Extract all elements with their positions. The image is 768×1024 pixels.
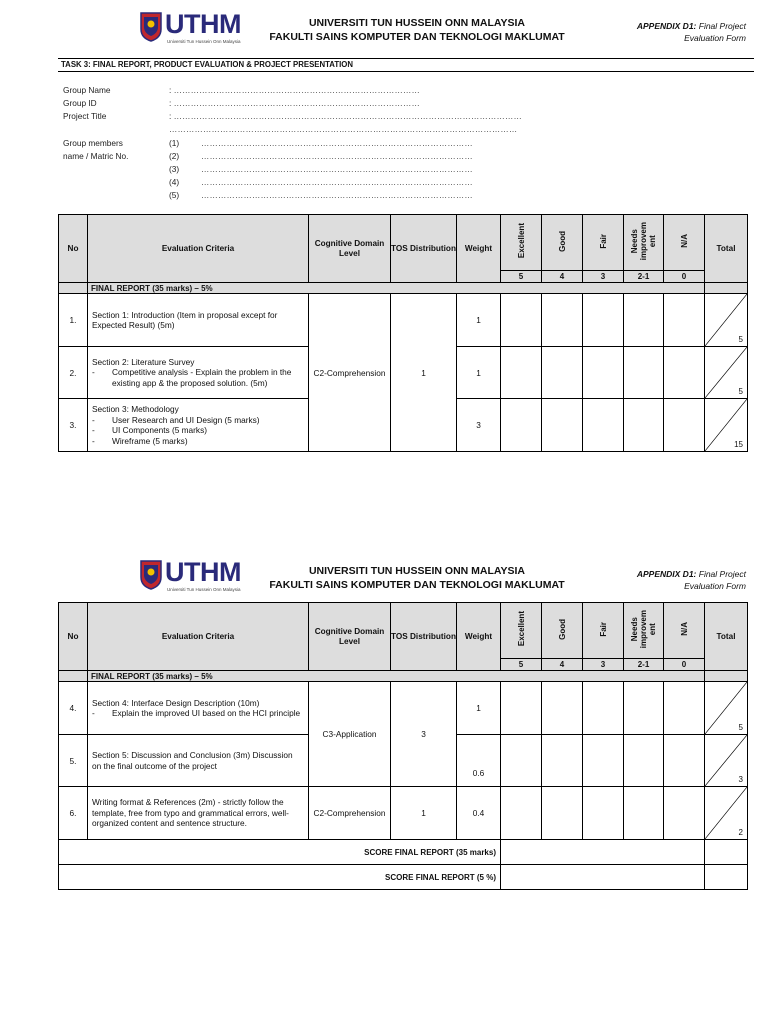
score-cell-excellent[interactable] — [501, 347, 542, 399]
criteria-text: Section 3: Methodology — [92, 404, 179, 414]
bullet-text: Competitive analysis - Explain the problem in the existing app & the proposed solution. (5m) — [112, 367, 292, 388]
score-cell-fair[interactable] — [583, 294, 624, 347]
row-weight: 0.4 — [457, 787, 501, 840]
header-na-label: N/A — [679, 622, 689, 636]
appendix-label — [637, 568, 746, 592]
header-tos: TOS Distribution — [391, 215, 457, 283]
header-fair-label: Fair — [598, 233, 608, 249]
total-max: 2 — [738, 828, 743, 837]
header-good — [542, 603, 583, 659]
header-excellent-label: Excellent — [516, 611, 526, 647]
university-title — [262, 16, 572, 44]
score-excellent: 5 — [501, 271, 542, 283]
score-cell-fair[interactable] — [583, 682, 624, 735]
document-header — [0, 548, 768, 600]
row-criteria — [88, 787, 309, 840]
dotted-line: …………………………………………………………………………………… — [201, 190, 473, 200]
criteria-text: Section 1: Introduction (Item in proposal except for Expected Result) (5m) — [92, 309, 278, 330]
faculty-name: FAKULTI SAINS KOMPUTER DAN TEKNOLOGI MAKLUMAT — [269, 31, 565, 43]
appendix-label — [637, 20, 746, 44]
score-cell-good[interactable] — [542, 787, 583, 840]
group-id-field[interactable] — [169, 98, 420, 108]
score-cell-fair[interactable] — [583, 735, 624, 787]
bullet-text: UI Components (5 marks) — [112, 425, 207, 435]
row-number: 3. — [59, 399, 88, 452]
score-good: 4 — [542, 271, 583, 283]
logo-subtitle: Universiti Tun Hussein Onn Malaysia — [167, 39, 241, 44]
row-number: 4. — [59, 682, 88, 735]
member-5-field[interactable] — [201, 190, 473, 200]
header-good-label: Good — [557, 230, 567, 252]
university-name: UNIVERSITI TUN HUSSEIN ONN MALAYSIA — [308, 17, 526, 29]
bullet-text: Wireframe (5 marks) — [112, 435, 188, 446]
score-cell-na[interactable] — [664, 294, 705, 347]
row-criteria — [88, 347, 309, 399]
bullet-item — [92, 436, 304, 447]
logo-brand: UTHM — [165, 557, 241, 587]
members-label-1: Group members — [63, 138, 123, 148]
header-no: No — [59, 215, 88, 283]
row-number: 2. — [59, 347, 88, 399]
criteria-text: Writing format & References (2m) - strictly follow the template, free from typo and grammatical errors, well-organized content and sentence structure. — [92, 797, 289, 829]
section-empty — [59, 283, 88, 294]
row-criteria — [88, 682, 309, 735]
score-fair: 3 — [583, 271, 624, 283]
cognitive-level: C2-Comprehension — [309, 787, 391, 840]
bullet-dash: - — [92, 367, 95, 378]
dotted-line: …………………………………………………………………………… — [173, 98, 421, 108]
score-cell-excellent[interactable] — [501, 682, 542, 735]
score-cell-na[interactable] — [664, 347, 705, 399]
score-cell-excellent[interactable] — [501, 294, 542, 347]
evaluation-table-2 — [58, 602, 748, 890]
dotted-line: …………………………………………………………………………………………………………… — [173, 111, 522, 121]
appendix-prefix: APPENDIX D1: — [636, 21, 697, 31]
header-fair — [583, 215, 624, 271]
total-cell[interactable] — [705, 682, 748, 735]
criteria-text: Section 5: Discussion and Conclusion (3m) Discussion on the final outcome of the project — [92, 750, 293, 771]
university-title — [262, 564, 572, 592]
header-needs-improvement — [624, 215, 664, 271]
dotted-line: …………………………………………………………………………………… — [201, 138, 473, 148]
bullet-item — [92, 367, 304, 388]
score-cell-needs[interactable] — [624, 347, 664, 399]
header-fair — [583, 603, 624, 659]
group-id-label: Group ID — [63, 98, 97, 108]
header-excellent — [501, 603, 542, 659]
bullet-dash: - — [92, 435, 95, 446]
colon: : — [169, 98, 172, 108]
row-number: 6. — [59, 787, 88, 840]
total-cell[interactable] — [705, 347, 748, 399]
header-cognitive: Cognitive Domain Level — [309, 215, 391, 283]
evaluation-table-1 — [58, 214, 748, 452]
page-second — [0, 548, 768, 882]
project-title-field[interactable] — [169, 111, 522, 121]
faculty-name: FAKULTI SAINS KOMPUTER DAN TEKNOLOGI MAKLUMAT — [269, 579, 565, 591]
uthm-shield-icon — [140, 12, 162, 42]
score-cell-needs[interactable] — [624, 735, 664, 787]
cognitive-level: C2-Comprehension — [309, 294, 391, 452]
header-na — [664, 215, 705, 271]
header-weight: Weight — [457, 603, 501, 671]
header-na — [664, 603, 705, 659]
section-empty — [705, 671, 748, 682]
row-criteria — [88, 294, 309, 347]
header-excellent-label: Excellent — [516, 223, 526, 259]
score-cell-na[interactable] — [664, 735, 705, 787]
score-cell-fair[interactable] — [583, 399, 624, 452]
member-2-num: (2) — [169, 151, 180, 161]
score-cell-needs[interactable] — [624, 682, 664, 735]
member-2-field[interactable] — [201, 151, 473, 161]
project-title-label: Project Title — [63, 111, 107, 121]
header-excellent — [501, 215, 542, 271]
bullet-dash: - — [92, 414, 95, 425]
header-criteria: Evaluation Criteria — [88, 215, 309, 283]
score-na: 0 — [664, 271, 705, 283]
score-needs: 2-1 — [624, 271, 664, 283]
tos-distribution: 1 — [391, 294, 457, 452]
score-cell-needs[interactable] — [624, 787, 664, 840]
bullet-dash: - — [92, 425, 95, 435]
dotted-line: …………………………………………………………………………………… — [201, 177, 473, 187]
dotted-line: …………………………………………………………………………………………………………… — [169, 124, 518, 134]
score-needs: 2-1 — [624, 659, 664, 671]
total-cell[interactable] — [705, 735, 748, 787]
score-row-35 — [59, 840, 748, 865]
document-header — [0, 0, 768, 52]
group-name-field[interactable] — [169, 85, 420, 95]
uthm-logo — [140, 9, 244, 46]
row-weight: 0.6 — [457, 735, 501, 787]
bullet-item — [92, 415, 304, 426]
dotted-line: …………………………………………………………………………………… — [201, 151, 473, 161]
score-cell-needs[interactable] — [624, 399, 664, 452]
score-5-value[interactable] — [501, 865, 705, 890]
score-5-total[interactable] — [705, 865, 748, 890]
score-5-label: SCORE FINAL REPORT (5 %) — [59, 865, 501, 890]
table-row — [59, 787, 748, 840]
row-number: 1. — [59, 294, 88, 347]
score-cell-excellent[interactable] — [501, 735, 542, 787]
total-max: 5 — [738, 335, 743, 344]
total-max: 3 — [738, 775, 743, 784]
criteria-bullets — [92, 367, 304, 388]
criteria-text: Section 4: Interface Design Description (10m) — [92, 697, 260, 708]
score-cell-good[interactable] — [542, 682, 583, 735]
member-3-num: (3) — [169, 164, 180, 174]
criteria-bullets — [92, 415, 304, 447]
header-needs-label: Needs improvem ent — [630, 609, 657, 649]
header-cognitive: Cognitive Domain Level — [309, 603, 391, 671]
score-na: 0 — [664, 659, 705, 671]
bullet-dash: - — [92, 708, 95, 718]
appendix-subtitle: Evaluation Form — [684, 581, 746, 591]
uthm-shield-icon — [140, 560, 162, 590]
total-cell[interactable] — [705, 399, 748, 452]
member-1-num: (1) — [169, 138, 180, 148]
total-max: 5 — [738, 723, 743, 732]
header-total: Total — [705, 603, 748, 671]
row-criteria — [88, 735, 309, 787]
header-needs-label: Needs improvem ent — [630, 221, 657, 261]
task-heading: TASK 3: FINAL REPORT, PRODUCT EVALUATION & PROJECT PRESENTATION — [58, 58, 754, 72]
uthm-logo — [140, 557, 244, 594]
section-empty — [59, 671, 88, 682]
total-cell[interactable] — [705, 294, 748, 347]
project-title-field-line2[interactable] — [169, 124, 517, 134]
score-cell-needs[interactable] — [624, 294, 664, 347]
bullet-item — [92, 425, 304, 436]
header-na-label: N/A — [679, 234, 689, 248]
bullet-item — [92, 708, 304, 719]
score-35-total[interactable] — [705, 840, 748, 865]
appendix-prefix: APPENDIX D1: — [636, 569, 697, 579]
score-fair: 3 — [583, 659, 624, 671]
header-tos: TOS Distribution — [391, 603, 457, 671]
header-criteria: Evaluation Criteria — [88, 603, 309, 671]
header-fair-label: Fair — [598, 621, 608, 637]
bullet-text: Explain the improved UI based on the HCI principle — [112, 708, 301, 718]
header-no: No — [59, 603, 88, 671]
header-needs-improvement — [624, 603, 664, 659]
members-label-2: name / Matric No. — [63, 151, 129, 161]
university-name: UNIVERSITI TUN HUSSEIN ONN MALAYSIA — [308, 565, 526, 577]
score-cell-excellent[interactable] — [501, 399, 542, 452]
score-cell-good[interactable] — [542, 735, 583, 787]
score-cell-na[interactable] — [664, 787, 705, 840]
header-good-label: Good — [557, 618, 567, 640]
section-empty — [705, 283, 748, 294]
total-max: 15 — [734, 440, 743, 449]
criteria-bullets — [92, 708, 304, 719]
row-number: 5. — [59, 735, 88, 787]
appendix-subtitle: Evaluation Form — [684, 33, 746, 43]
score-row-5 — [59, 865, 748, 890]
row-weight: 1 — [457, 294, 501, 347]
score-good: 4 — [542, 659, 583, 671]
section-title: FINAL REPORT (35 marks) – 5% — [88, 283, 705, 294]
score-cell-excellent[interactable] — [501, 787, 542, 840]
score-cell-good[interactable] — [542, 294, 583, 347]
cognitive-level: C3-Application — [309, 682, 391, 787]
score-cell-na[interactable] — [664, 399, 705, 452]
criteria-text: Section 2: Literature Survey — [92, 356, 195, 367]
total-cell[interactable] — [705, 787, 748, 840]
row-weight: 1 — [457, 347, 501, 399]
logo-brand: UTHM — [165, 9, 241, 39]
table-row — [59, 682, 748, 735]
bullet-text: User Research and UI Design (5 marks) — [112, 414, 260, 425]
score-cell-na[interactable] — [664, 682, 705, 735]
tos-distribution: 3 — [391, 682, 457, 787]
score-cell-fair[interactable] — [583, 787, 624, 840]
section-title: FINAL REPORT (35 marks) – 5% — [88, 671, 705, 682]
header-good — [542, 215, 583, 271]
logo-subtitle: Universiti Tun Hussein Onn Malaysia — [167, 587, 241, 592]
score-excellent: 5 — [501, 659, 542, 671]
appendix-title: Final Project — [698, 569, 746, 579]
score-35-label: SCORE FINAL REPORT (35 marks) — [59, 840, 501, 865]
member-3-field[interactable] — [201, 164, 473, 174]
table-row — [59, 294, 748, 347]
score-cell-good[interactable] — [542, 347, 583, 399]
member-5-num: (5) — [169, 190, 180, 200]
row-weight: 3 — [457, 399, 501, 452]
appendix-title: Final Project — [698, 21, 746, 31]
row-weight: 1 — [457, 682, 501, 735]
score-cell-fair[interactable] — [583, 347, 624, 399]
dotted-line: …………………………………………………………………………… — [173, 85, 421, 95]
header-total: Total — [705, 215, 748, 283]
tos-distribution: 1 — [391, 787, 457, 840]
page-top — [0, 0, 768, 449]
header-weight: Weight — [457, 215, 501, 283]
group-name-label: Group Name — [63, 85, 111, 95]
colon: : — [169, 85, 172, 95]
score-cell-good[interactable] — [542, 399, 583, 452]
colon: : — [169, 111, 172, 121]
row-criteria — [88, 399, 309, 452]
dotted-line: …………………………………………………………………………………… — [201, 164, 473, 174]
total-max: 5 — [738, 387, 743, 396]
member-4-field[interactable] — [201, 177, 473, 187]
score-35-value[interactable] — [501, 840, 705, 865]
member-1-field[interactable] — [201, 138, 473, 148]
member-4-num: (4) — [169, 177, 180, 187]
